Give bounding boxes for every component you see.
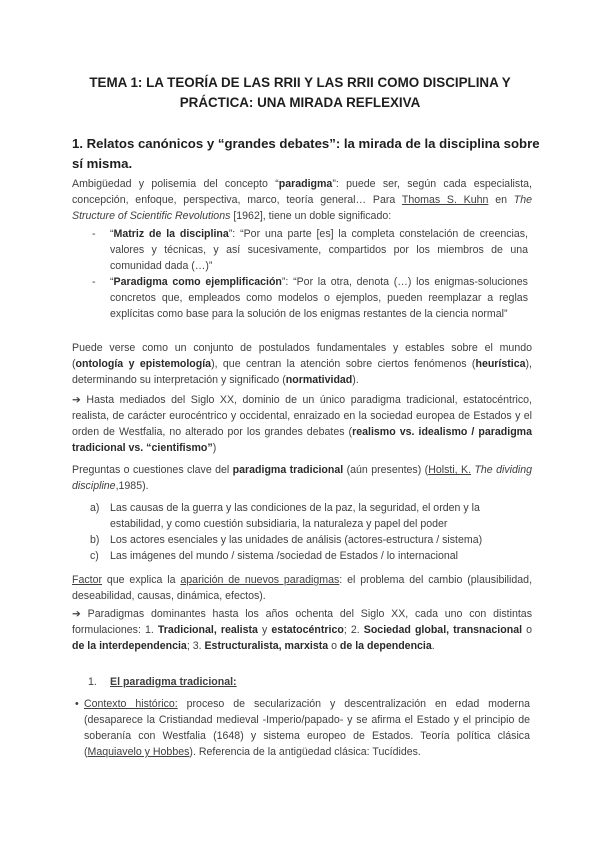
kuhn-link: Thomas S. Kuhn [401, 194, 489, 206]
title-line-2: PRÁCTICA: UNA MIRADA REFLEXIVA [179, 95, 421, 110]
section-2-heading: El paradigma tradicional: [110, 676, 237, 688]
bullet-matriz-disciplina: “Matriz de la disciplina”: “Por una parte [es] la completa constelación de creencias, valores y técnicas, y así sucesivamente, compartidos por los miembros de una comunidad dada (…)” [110, 228, 529, 272]
paradigm-definition-paragraph: Ambigüedad y polisemia del concepto “paradigma”: puede ser, según cada especialista, concepción, enfoque, perspectiva, marco, teoría general… Para Thomas S. Kuhn en The Structure of Scientific Revolutions [1962], tiene un doble significado: [72, 178, 533, 222]
document-title [60, 73, 540, 113]
bullet-dash-2: - [92, 276, 96, 288]
title-line-1: TEMA 1: LA TEORÍA DE LAS RRII Y LAS RRII COMO DISCIPLINA Y [89, 75, 511, 90]
question-item-a: Las causas de la guerra y las condiciones de la paz, la seguridad, el orden y la estabilidad, y como cuestión subsidiaria, la naturaleza y papel del poder [110, 502, 480, 530]
question-marker-b: b) [90, 534, 100, 546]
question-marker-a: a) [90, 502, 100, 514]
ontology-paragraph: Puede verse como un conjunto de postulados fundamentales y estables sobre el mundo (ontología y epistemología), que centran la atención sobre ciertos fenómenos (heurística), determinando su interpretación y significado (normatividad). [72, 342, 532, 386]
historical-context-paragraph: Contexto histórico: proceso de secularización y descentralización en edad moderna (desaparece la Cristiandad medieval -Imperio/papado- y se afirma el Estado y el principio de soberanía con Westfalia (1648) y sistema europeo de Estados. Teoría política clásica (Maquiavelo y Hobbes). Referencia de la antigüedad clásica: Tucídides. [84, 698, 530, 758]
dominant-paradigms-paragraph: ➔ Paradigmas dominantes hasta los años ochenta del Siglo XX, cada uno con distintas formulaciones: 1. Tradicional, realista y estatocéntrico; 2. Sociedad global, transnacional o de la interdependencia; 3. Estructuralista, marxista o de la dependencia. [72, 608, 532, 652]
bullet-dash-1: - [92, 228, 96, 240]
question-marker-c: c) [90, 550, 99, 562]
traditional-paradigm-paragraph: ➔ Hasta mediados del Siglo XX, dominio de un único paradigma tradicional, estatocéntrico, realista, de carácter eurocéntrico y occidental, enraizado en la sociedad europea de Estados y el orden de Westfalia, no alterado por los grandes debates (realismo vs. idealismo / paradigma tradicional vs. “cientifismo”) [72, 394, 532, 454]
change-factor-paragraph: Factor que explica la aparición de nuevos paradigmas: el problema del cambio (plausibilidad, deseabilidad, causas, dinámica, efectos). [72, 574, 533, 602]
bullet-paradigma-ejemplificacion: “Paradigma como ejemplificación”: “Por la otra, denota (…) los enigmas-soluciones concretos que, empleados como modelos o ejemplos, pueden reemplazar a reglas explícitas como base para la solución de los enigmas restantes de la ciencia normal” [110, 276, 528, 320]
bullet-dot: • [75, 698, 79, 710]
section-1-heading: 1. Relatos canónicos y “grandes debates”: la mirada de la disciplina sobre sí misma. [72, 136, 540, 171]
holsti-link: Holsti, K. [428, 464, 472, 476]
section-2-number: 1. [88, 676, 97, 688]
question-item-b: Los actores esenciales y las unidades de análisis (actores-estructura / sistema) [110, 534, 483, 546]
key-questions-intro: Preguntas o cuestiones clave del paradigma tradicional (aún presentes) (Holsti, K. The dividing discipline,1985). [72, 464, 533, 492]
maquiavelo-hobbes-link: Maquiavelo y Hobbes [87, 746, 190, 758]
question-item-c: Las imágenes del mundo / sistema /sociedad de Estados / lo internacional [110, 550, 459, 562]
